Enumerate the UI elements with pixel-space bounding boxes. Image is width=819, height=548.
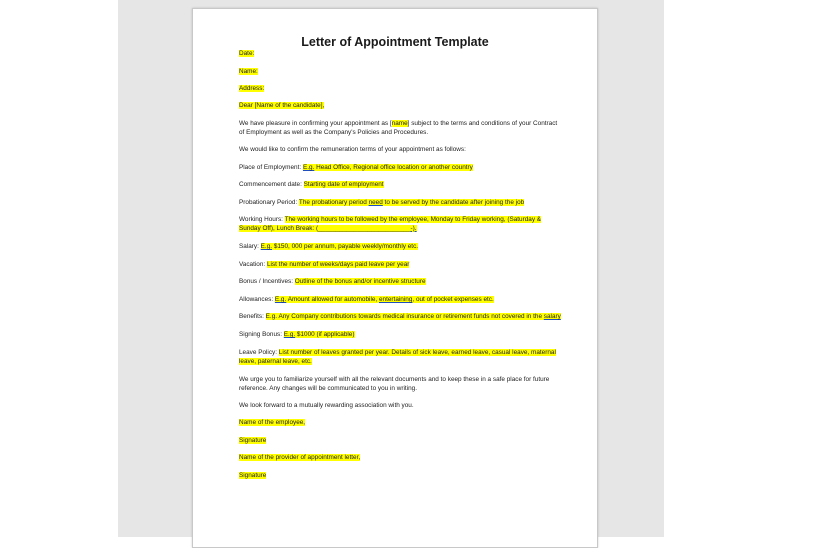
- term-allowances: Allowances: E.g. Amount allowed for automobile, entertaining, out of pocket expenses etc.: [239, 296, 494, 303]
- address-label: Address:: [239, 85, 265, 92]
- salutation: Dear [Name of the candidate],: [239, 102, 325, 109]
- term-commencement: Commencement date: Starting date of employment: [239, 181, 384, 188]
- employee-name-field[interactable]: Name of the employee,: [239, 419, 306, 426]
- term-leave-policy: Leave Policy: List number of leaves granted per year. Details of sick leave, earned leave, casual leave, maternal leave, paternal leave, etc.: [239, 349, 556, 365]
- urge-paragraph: We urge you to familiarize yourself with all the relevant documents and to keep these in a safe place for future reference. Any changes will be communicated to you in writing.: [239, 376, 550, 392]
- term-probation: Probationary Period: The probationary period need to be served by the candidate after joining the job: [239, 199, 525, 206]
- term-working-hours: Working Hours: The working hours to be followed by the employee, Monday to Friday working, (Saturday & Sunday Off), Lunch Break: (__________________________-).: [239, 216, 542, 232]
- term-salary: Salary: E.g. $150, 000 per annum, payable weekly/monthly etc.: [239, 243, 419, 250]
- term-vacation: Vacation: List the number of weeks/days paid leave per year: [239, 261, 410, 268]
- term-place: Place of Employment: E.g. Head Office, Regional office location or another country: [239, 164, 473, 171]
- term-benefits: Benefits: E.g. Any Company contributions towards medical insurance or retirement funds not covered in the salary: [239, 313, 561, 320]
- document-page[interactable]: [192, 8, 598, 548]
- forward-paragraph: We look forward to a mutually rewarding association with you.: [239, 402, 414, 409]
- date-label: Date:: [239, 50, 255, 57]
- name-label: Name:: [239, 68, 258, 75]
- remuneration-intro: We would like to confirm the remuneration terms of your appointment as follows:: [239, 146, 466, 153]
- address-field[interactable]: [239, 85, 559, 94]
- date-field[interactable]: [239, 50, 559, 59]
- page-title: Letter of Appointment Template: [301, 35, 489, 49]
- provider-name-field[interactable]: Name of the provider of appointment letter,: [239, 454, 361, 461]
- name-field[interactable]: [239, 68, 559, 77]
- term-signing-bonus: Signing Bonus: E.g. $1000 (if applicable): [239, 331, 355, 338]
- intro-paragraph: We have pleasure in confirming your appointment as [name] subject to the terms and conditions of your Contract of Employment as well as the Company's Policies and Procedures.: [239, 120, 558, 136]
- term-bonus: Bonus / Incentives: Outline of the bonus and/or incentive structure: [239, 278, 426, 285]
- employee-signature-field[interactable]: Signature: [239, 437, 267, 444]
- provider-signature-field[interactable]: Signature: [239, 472, 267, 479]
